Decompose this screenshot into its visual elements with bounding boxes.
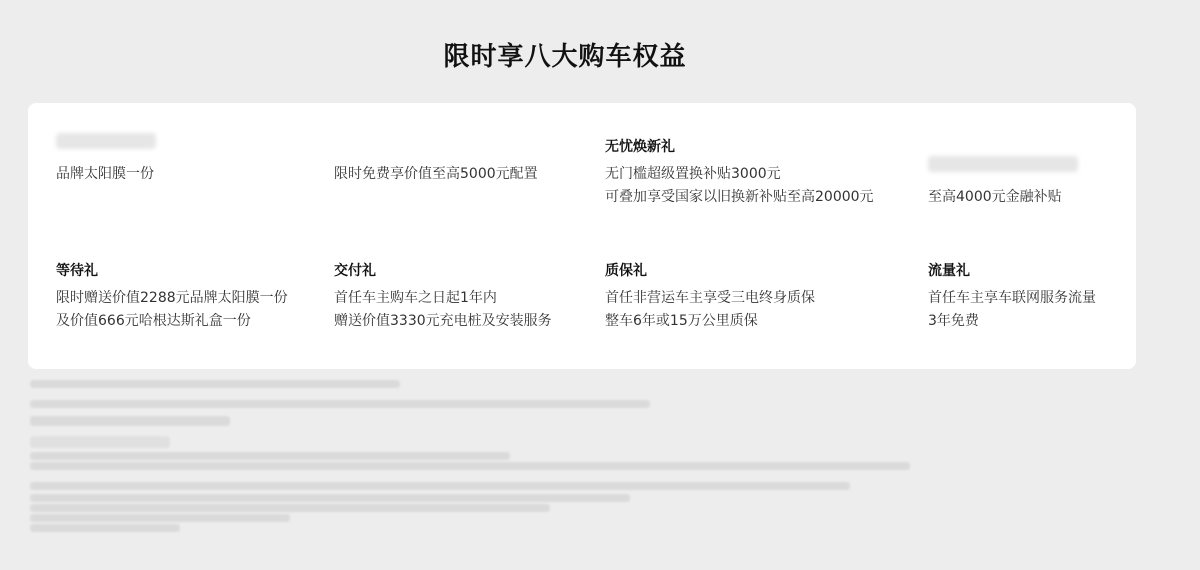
benefit-8-name: 流量礼 xyxy=(928,263,970,279)
benefit-8 xyxy=(928,260,1096,333)
benefit-3-desc-line-2: 可叠加享受国家以旧换新补贴至高20000元 xyxy=(605,189,874,205)
footnote-line xyxy=(30,482,850,490)
benefits-card xyxy=(28,103,1136,369)
benefit-5 xyxy=(56,260,288,333)
footnote-line xyxy=(30,462,910,470)
benefit-6 xyxy=(334,260,552,333)
benefit-5-name: 等待礼 xyxy=(56,263,98,279)
benefit-3 xyxy=(605,136,874,209)
blurred-benefit-1-title xyxy=(56,133,156,149)
benefit-2 xyxy=(334,163,538,186)
benefit-4-desc-line-1: 至高4000元金融补贴 xyxy=(928,189,1062,205)
blurred-benefit-4-title xyxy=(928,156,1078,172)
benefit-4 xyxy=(928,186,1062,209)
footnote-line xyxy=(30,494,630,502)
benefit-2-desc-line-1: 限时免费享价值至高5000元配置 xyxy=(334,166,538,182)
footnote-line xyxy=(30,504,550,512)
benefit-3-name: 无忧焕新礼 xyxy=(605,139,675,155)
benefit-7-desc-line-2: 整车6年或15万公里质保 xyxy=(605,313,758,329)
benefit-1-desc-line-1: 品牌太阳膜一份 xyxy=(56,166,154,182)
benefit-3-desc-line-1: 无门槛超级置换补贴3000元 xyxy=(605,166,781,182)
benefit-1 xyxy=(56,163,154,186)
benefit-6-desc-line-1: 首任车主购车之日起1年内 xyxy=(334,290,497,306)
benefit-7-name: 质保礼 xyxy=(605,263,647,279)
footnote-line xyxy=(30,524,180,532)
footnote-line xyxy=(30,400,650,408)
footnote-line xyxy=(30,436,170,448)
footnote-line xyxy=(30,380,400,388)
benefit-6-desc-line-2: 赠送价值3330元充电桩及安装服务 xyxy=(334,313,552,329)
benefit-8-desc-line-2: 3年免费 xyxy=(928,313,979,329)
blurred-footnotes xyxy=(30,376,930,546)
footnote-line xyxy=(30,514,290,522)
benefit-7 xyxy=(605,260,815,333)
footnote-line xyxy=(30,416,230,426)
benefit-5-desc-line-1: 限时赠送价值2288元品牌太阳膜一份 xyxy=(56,290,288,306)
benefit-7-desc-line-1: 首任非营运车主享受三电终身质保 xyxy=(605,290,815,306)
footnote-line xyxy=(30,452,510,460)
benefit-6-name: 交付礼 xyxy=(334,263,376,279)
page-title: 限时享八大购车权益 xyxy=(443,42,687,72)
benefit-5-desc-line-2: 及价值666元哈根达斯礼盒一份 xyxy=(56,313,251,329)
benefit-8-desc-line-1: 首任车主享车联网服务流量 xyxy=(928,290,1096,306)
